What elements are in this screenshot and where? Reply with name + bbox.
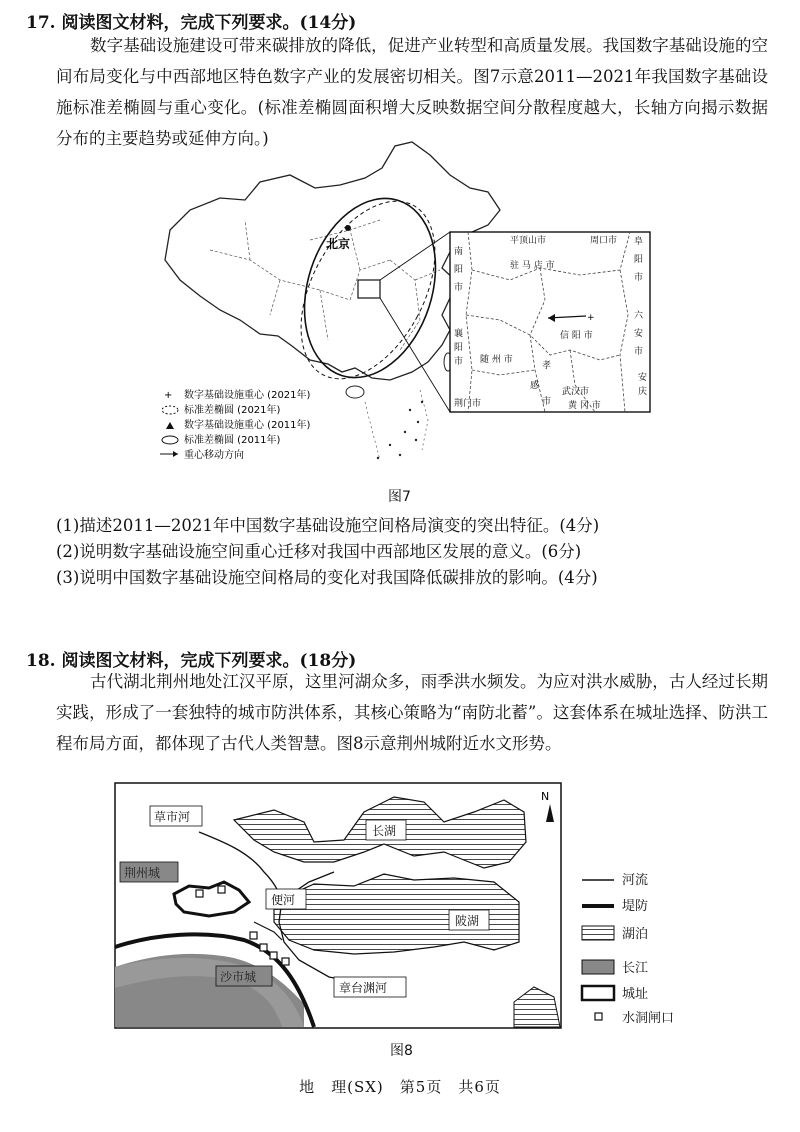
legend-fig8-yangtze: 长江 <box>622 961 649 976</box>
q18-body-text: 古代湖北荆州地处江汉平原，这里河湖众多，雨季洪水频发。为应对洪水威胁，古人经过长期实践，形成了一套独特的城市防洪体系，其核心策略为“南防北蓄”。这套体系在城址选择、防洪工程布局方面，都体现了古代人类智慧。图8示意荆州城附近水文形势。 <box>56 672 768 753</box>
inset-label-jingmen: 荆门市 <box>454 399 482 409</box>
inset-label-suizhou: 随 州 市 <box>480 355 513 365</box>
page-footer: 地 理(SX) 第5页 共6页 <box>299 1078 501 1096</box>
inset-label-xiaogan-3: 市 <box>542 397 552 407</box>
inset-label-anqing-1: 安 <box>638 373 648 383</box>
inset-label-nanyang-3: 市 <box>454 283 464 293</box>
label-caoshi-river: 草市河 <box>154 810 191 824</box>
legend-fig7-item-4: 标准差椭圆 (2011年) <box>184 435 281 446</box>
q17-sub-3: (3)说明中国数字基础设施空间格局的变化对我国降低碳排放的影响。(4分) <box>56 568 598 587</box>
inset-label-xiangyang-1: 襄 <box>454 329 464 339</box>
legend-fig7-item-5: 重心移动方向 <box>184 450 244 461</box>
q17-body-text: 数字基础设施建设可带来碳排放的降低，促进产业转型和高质量发展。我国数字基础设施的空间布局变化与中西部地区特色数字产业的发展密切相关。图7示意2011—2021年我国数字基础设施标准差椭圆与重心变化。(标准差椭圆面积增大反映数据空间分散程度越大，长轴方向揭示数据分布的主要趋势或延伸方向。) <box>56 36 768 148</box>
inset-label-xiangyang-2: 阳 <box>454 343 464 353</box>
inset-label-wuhan: 武汉市 <box>562 387 590 397</box>
legend-fig8-river: 河流 <box>622 873 649 888</box>
q18-body <box>56 666 768 759</box>
inset-label-xinyang: 信 阳 市 <box>560 331 593 341</box>
beijing-marker <box>345 225 351 231</box>
figure-7-caption: 图7 <box>388 489 411 505</box>
svg-text:+: + <box>587 313 595 323</box>
inset-label-liuan-3: 市 <box>634 347 644 357</box>
legend-fig8-dike: 堤防 <box>622 899 649 914</box>
inset-label-zhumadian: 驻 马 店 市 <box>510 261 555 271</box>
inset-label-fuyang-3: 市 <box>634 273 644 283</box>
label-zhangtai-river: 章台渊河 <box>339 981 388 995</box>
q17-body <box>56 30 768 154</box>
inset-label-pingdingshan: 平顶山市 <box>510 236 547 246</box>
ellipse-2011 <box>283 181 458 394</box>
label-haihu: 陂湖 <box>455 914 480 928</box>
inset-label-liuan-2: 安 <box>634 329 644 339</box>
label-jingzhou-city: 荆州城 <box>124 866 161 880</box>
inset-label-xiaogan-2: 感 <box>530 381 540 391</box>
legend-fig7-item-1: 数字基础设施重心 (2021年) <box>184 390 311 401</box>
inset-label-huanggang: 黄 冈 市 <box>568 401 601 411</box>
figure-8-legend <box>582 872 674 1026</box>
inset-label-fuyang-1: 阜 <box>634 237 644 247</box>
label-changhu: 长湖 <box>372 824 397 838</box>
legend-fig7-item-3: 数字基础设施重心 (2011年) <box>184 420 311 431</box>
legend-fig7-item-2: 标准差椭圆 (2021年) <box>184 405 281 416</box>
legend-fig8-gate: 水洞闸口 <box>622 1011 675 1026</box>
q18-title: 18. 阅读图文材料，完成下列要求。(18分) <box>26 651 357 671</box>
figure-7-map <box>150 140 670 470</box>
figure-8-map <box>114 782 714 1032</box>
inset-label-nanyang-1: 南 <box>454 247 464 257</box>
q17-sub-2: (2)说明数字基础设施空间重心迁移对我国中西部地区发展的意义。(6分) <box>56 542 582 561</box>
beijing-label: 北京 <box>326 237 351 251</box>
inset-label-zhoukou: 周口市 <box>590 236 618 246</box>
inset-locator <box>358 280 380 298</box>
svg-text:+: + <box>164 390 173 401</box>
inset-label-nanyang-2: 阳 <box>454 265 464 275</box>
figure-8-caption: 图8 <box>390 1043 413 1059</box>
legend-fig8-lake: 湖泊 <box>622 927 649 942</box>
figure-7-legend <box>160 388 311 461</box>
inset-label-anqing-2: 庆 <box>638 387 648 397</box>
label-shashi-city: 沙市城 <box>220 970 257 984</box>
q17-sub-1: (1)描述2011—2021年中国数字基础设施空间格局演变的突出特征。(4分) <box>56 516 600 535</box>
inset-label-liuan-1: 六 <box>634 311 644 321</box>
inset-label-xiaogan-1: 孝 <box>542 361 552 371</box>
inset-map-frame <box>450 232 650 412</box>
inset-label-fuyang-2: 阳 <box>634 255 644 265</box>
q17-title: 17. 阅读图文材料，完成下列要求。(14分) <box>26 13 357 33</box>
north-label: N <box>541 790 550 803</box>
legend-fig8-city: 城址 <box>622 987 649 1002</box>
label-bianhe: 便河 <box>271 893 296 907</box>
inset-label-xiangyang-3: 市 <box>454 357 464 367</box>
